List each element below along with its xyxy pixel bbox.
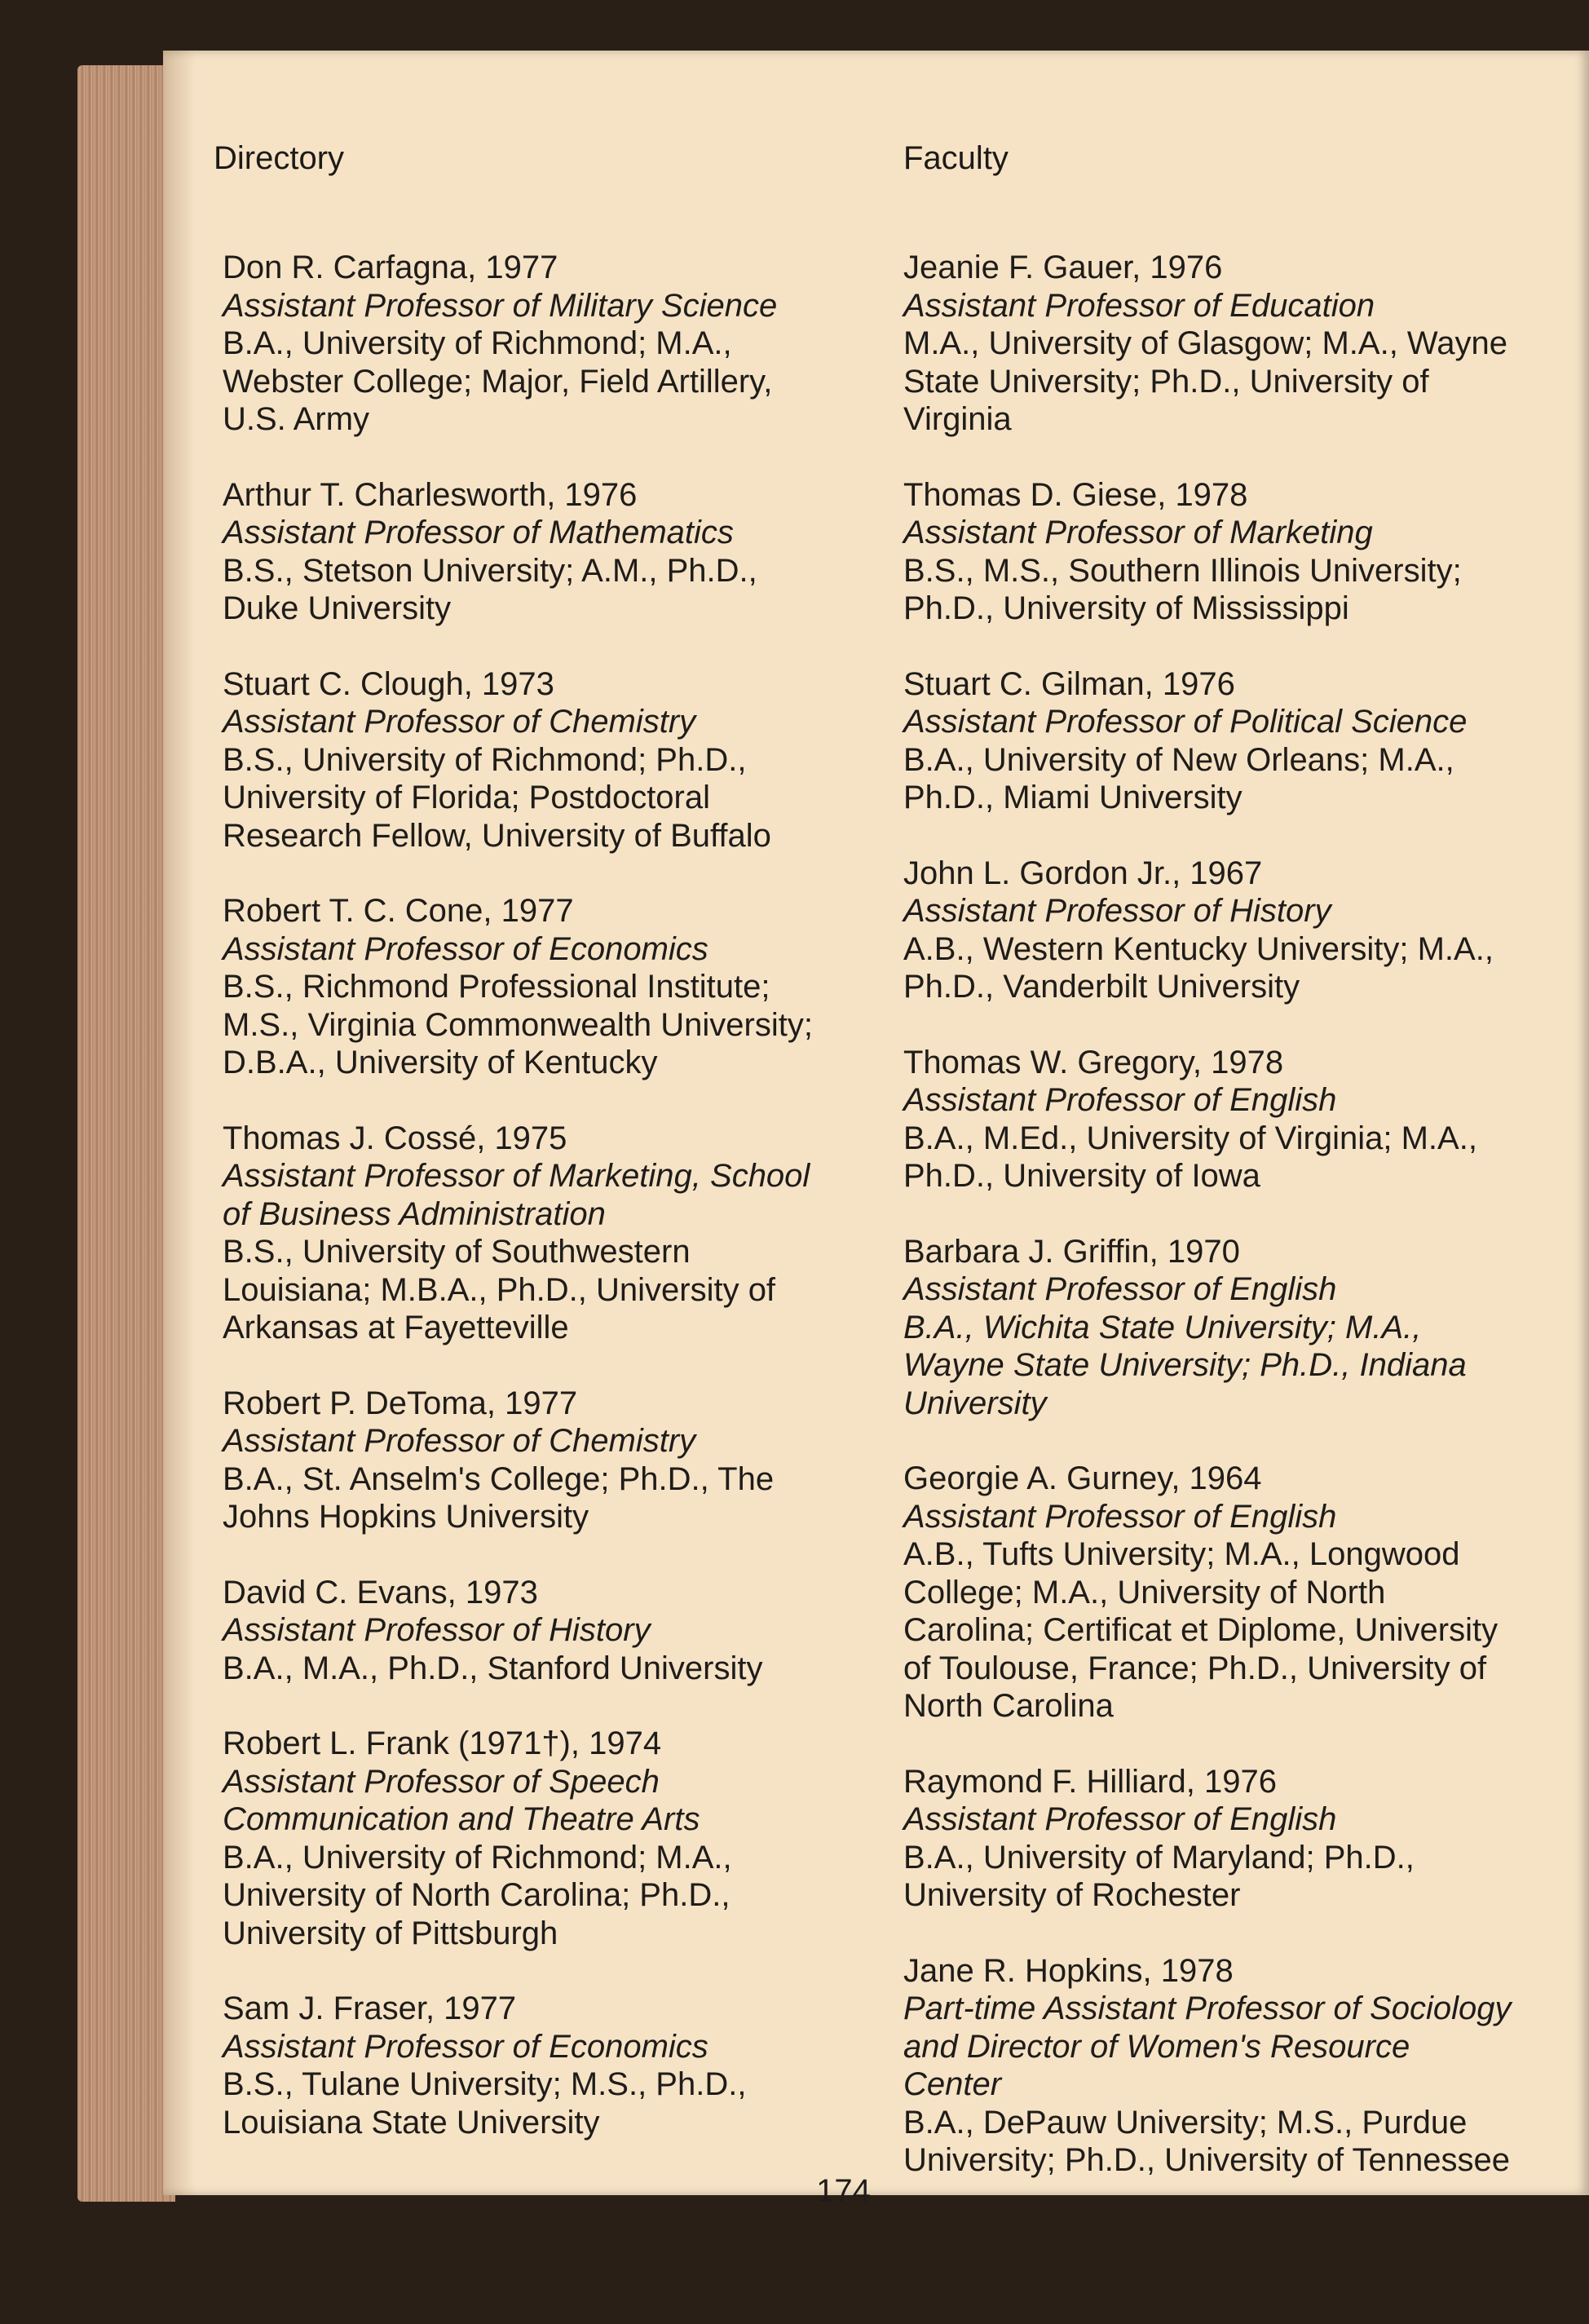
- faculty-entry: [223, 1120, 875, 1347]
- faculty-entry: [903, 1763, 1572, 1915]
- faculty-degrees: A.B., Tufts University; M.A., Longwood: [903, 1536, 1460, 1572]
- faculty-title: Assistant Professor of Economics: [223, 930, 708, 967]
- faculty-title: Assistant Professor of Speech: [223, 1763, 660, 1800]
- faculty-degrees: University of Rochester: [903, 1877, 1241, 1913]
- faculty-entry: [903, 1952, 1572, 2180]
- faculty-degrees: Research Fellow, University of Buffalo: [223, 817, 771, 854]
- faculty-name: Thomas D. Giese, 1978: [903, 476, 1248, 513]
- faculty-degrees: B.S., Richmond Professional Institute;: [223, 969, 770, 1005]
- faculty-name: Don R. Carfagna, 1977: [223, 250, 558, 285]
- faculty-name: Barbara J. Griffin, 1970: [903, 1233, 1240, 1270]
- faculty-title: Assistant Professor of English: [903, 1082, 1337, 1118]
- faculty-entry: [223, 1385, 875, 1536]
- faculty-title: Assistant Professor of History: [223, 1612, 651, 1648]
- faculty-degrees: State University; Ph.D., University of: [903, 363, 1429, 400]
- faculty-degrees: College; M.A., University of North: [903, 1574, 1386, 1610]
- faculty-name: Robert P. DeToma, 1977: [223, 1385, 578, 1421]
- faculty-title: Assistant Professor of Education: [903, 287, 1375, 324]
- faculty-degrees: B.A., St. Anselm's College; Ph.D., The: [223, 1460, 775, 1497]
- faculty-title: Assistant Professor of Chemistry: [223, 1423, 696, 1459]
- faculty-degrees: North Carolina: [903, 1688, 1114, 1724]
- faculty-name: Jeanie F. Gauer, 1976: [903, 250, 1223, 285]
- faculty-degrees: B.S., Stetson University; A.M., Ph.D.,: [223, 552, 757, 589]
- faculty-entry: [903, 855, 1572, 1006]
- faculty-title: Center: [903, 2066, 1002, 2102]
- faculty-name: Thomas W. Gregory, 1978: [903, 1044, 1284, 1080]
- faculty-entry: [223, 665, 875, 855]
- faculty-degrees: Webster College; Major, Field Artillery,: [223, 363, 773, 400]
- faculty-title: Assistant Professor of Chemistry: [223, 704, 696, 740]
- faculty-degrees: Ph.D., University of Iowa: [903, 1158, 1260, 1194]
- faculty-name: Sam J. Fraser, 1977: [223, 1990, 517, 2026]
- faculty-degrees: Virginia: [903, 401, 1012, 437]
- faculty-degrees: B.A., University of New Orleans; M.A.,: [903, 741, 1454, 778]
- faculty-name: Stuart C. Clough, 1973: [223, 665, 554, 702]
- faculty-degrees: B.S., Tulane University; M.S., Ph.D.,: [223, 2066, 747, 2102]
- faculty-degrees: University; Ph.D., University of Tennessee: [903, 2142, 1511, 2178]
- faculty-name: Robert L. Frank (1971†), 1974: [223, 1725, 662, 1761]
- faculty-title: Assistant Professor of Military Science: [223, 287, 778, 324]
- faculty-title: Assistant Professor of History: [903, 893, 1331, 929]
- faculty-entry: [223, 1990, 875, 2141]
- faculty-degrees: D.B.A., University of Kentucky: [223, 1045, 658, 1080]
- faculty-degrees: Duke University: [223, 590, 452, 626]
- faculty-entry: [903, 1044, 1572, 1195]
- faculty-title: Assistant Professor of English: [903, 1271, 1337, 1307]
- faculty-name: Georgie A. Gurney, 1964: [903, 1460, 1262, 1496]
- gutter-shadow: [163, 51, 196, 2195]
- faculty-title: Part-time Assistant Professor of Sociology: [903, 1990, 1512, 2026]
- faculty-entry: [903, 249, 1572, 439]
- faculty-degrees: Arkansas at Fayetteville: [223, 1310, 569, 1345]
- faculty-degrees: B.S., University of Richmond; Ph.D.,: [223, 741, 747, 778]
- faculty-degrees: B.A., University of Richmond; M.A.,: [223, 1839, 732, 1876]
- faculty-degrees: Johns Hopkins University: [223, 1499, 589, 1535]
- faculty-degrees: Carolina; Certificat et Diplome, University: [903, 1612, 1499, 1648]
- faculty-entry: [223, 1725, 875, 1952]
- faculty-title: Assistant Professor of Marketing, School: [223, 1158, 810, 1194]
- faculty-degrees: Louisiana; M.B.A., Ph.D., University of: [223, 1271, 776, 1308]
- faculty-degrees: Ph.D., University of Mississippi: [903, 590, 1349, 626]
- faculty-title: of Business Administration: [223, 1195, 606, 1232]
- faculty-title: Assistant Professor of English: [903, 1801, 1337, 1837]
- faculty-entry: [223, 476, 875, 628]
- faculty-degrees: University of Florida; Postdoctoral: [223, 780, 711, 815]
- faculty-degrees: B.A., University of Richmond; M.A.,: [223, 325, 732, 361]
- faculty-name: Stuart C. Gilman, 1976: [903, 665, 1235, 702]
- right-column: [903, 249, 1572, 2217]
- left-column: [223, 249, 875, 2179]
- faculty-entry: [223, 892, 875, 1082]
- faculty-title: Assistant Professor of Mathematics: [223, 515, 734, 550]
- faculty-degrees: University of Pittsburgh: [223, 1915, 558, 1951]
- faculty-degrees: Ph.D., Miami University: [903, 780, 1243, 815]
- faculty-degrees: B.A., M.Ed., University of Virginia; M.A.,: [903, 1120, 1477, 1156]
- faculty-degrees: B.A., M.A., Ph.D., Stanford University: [223, 1650, 763, 1686]
- faculty-entry: [903, 665, 1572, 817]
- faculty-name: Robert T. C. Cone, 1977: [223, 893, 574, 929]
- faculty-degrees: U.S. Army: [223, 401, 370, 437]
- page-number: 174: [816, 2173, 871, 2209]
- faculty-degrees: University of North Carolina; Ph.D.,: [223, 1877, 730, 1913]
- faculty-title: and Director of Women's Resource: [903, 2028, 1410, 2065]
- faculty-degrees: Ph.D., Vanderbilt University: [903, 969, 1300, 1005]
- faculty-degrees: of Toulouse, France; Ph.D., University of: [903, 1650, 1487, 1686]
- faculty-degrees: B.A., DePauw University; M.S., Purdue: [903, 2104, 1468, 2141]
- faculty-title: Communication and Theatre Arts: [223, 1801, 700, 1837]
- faculty-degrees: M.A., University of Glasgow; M.A., Wayne: [903, 325, 1507, 361]
- faculty-entry: [903, 1460, 1572, 1725]
- faculty-title: Assistant Professor of Marketing: [903, 515, 1373, 550]
- faculty-degrees: B.A., Wichita State University; M.A.,: [903, 1309, 1422, 1345]
- page-edges: [77, 65, 175, 2202]
- faculty-name: David C. Evans, 1973: [223, 1574, 538, 1610]
- faculty-name: Jane R. Hopkins, 1978: [903, 1952, 1234, 1989]
- faculty-degrees: A.B., Western Kentucky University; M.A.,: [903, 930, 1494, 967]
- faculty-degrees: Wayne State University; Ph.D., Indiana: [903, 1347, 1467, 1383]
- faculty-degrees: M.S., Virginia Commonwealth University;: [223, 1006, 813, 1043]
- faculty-name: Thomas J. Cossé, 1975: [223, 1120, 567, 1156]
- faculty-name: Raymond F. Hilliard, 1976: [903, 1763, 1277, 1800]
- faculty-degrees: University: [903, 1385, 1047, 1421]
- faculty-entry: [903, 1233, 1572, 1423]
- faculty-name: Arthur T. Charlesworth, 1976: [223, 476, 638, 513]
- running-head-left: Directory: [214, 140, 345, 176]
- faculty-entry: [903, 476, 1572, 628]
- faculty-degrees: B.S., M.S., Southern Illinois University;: [903, 552, 1462, 589]
- faculty-entry: [223, 1574, 875, 1688]
- faculty-degrees: Louisiana State University: [223, 2104, 600, 2141]
- faculty-degrees: B.A., University of Maryland; Ph.D.,: [903, 1839, 1415, 1876]
- faculty-entry: [223, 249, 875, 439]
- faculty-degrees: B.S., University of Southwestern: [223, 1234, 691, 1270]
- faculty-title: Assistant Professor of Economics: [223, 2028, 708, 2065]
- faculty-name: John L. Gordon Jr., 1967: [903, 855, 1263, 891]
- faculty-title: Assistant Professor of Political Science: [903, 704, 1468, 740]
- running-head-right: Faculty: [903, 140, 1009, 176]
- faculty-title: Assistant Professor of English: [903, 1498, 1337, 1535]
